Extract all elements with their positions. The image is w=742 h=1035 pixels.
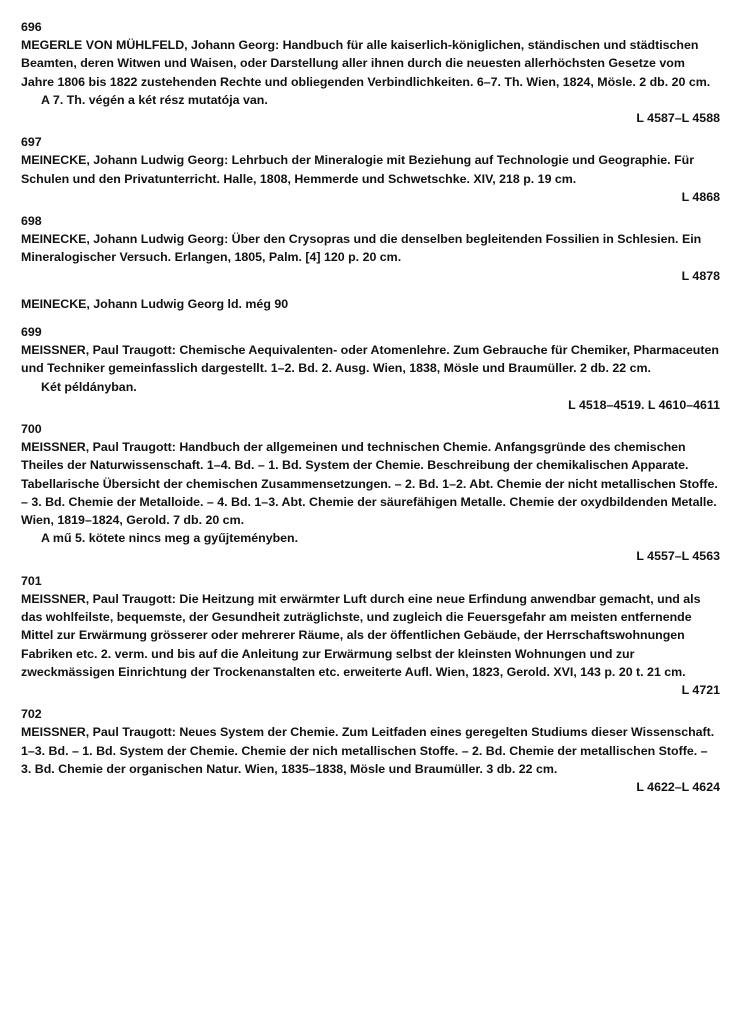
entry-number: 698 [21, 214, 42, 229]
entry-number: 696 [21, 20, 42, 34]
entry-signature: L 4868 [681, 189, 720, 204]
entry-698 [21, 212, 720, 285]
entry-signature: L 4518–4519. L 4610–4611 [568, 397, 720, 412]
cross-reference: MEINECKE, Johann Ludwig Georg ld. még 90 [21, 296, 289, 311]
entry-number: 699 [21, 325, 42, 340]
entry-number: 697 [21, 135, 42, 150]
entry-text: MEISSNER, Paul Traugott: Chemische Aequivalenten- oder Atomenlehre. Zum Gebrauche für Chemiker, Pharmaceuten und Techniker gemeinfasslich dargestellt. 1–2. Bd. 2. Ausg. Wien, 1838, Mösle und Braumüller. 2 db. 22 cm. [21, 343, 719, 376]
entry-text: MEISSNER, Paul Traugott: Handbuch der allgemeinen und technischen Chemie. Anfangsgründe des chemischen Theiles der Naturwissenschaft. 1–4. Bd. – 1. Bd. System der Chemie. Beschreibung der chemikalischen Apparate. Tabellarische Übersicht der chemischen Zusammensetzungen. – 2. Bd. 1–2. Abt. Chemie der nicht metallischen Stoffe. – 3. Bd. Chemie der Metalloide. – 4. Bd. 1–3. Abt. Chemie der säurefähigen Metalle. Chemie der oxydbildenden Metalle. Wien, 1819–1824, Gerold. 7 db. 20 cm. [21, 440, 718, 528]
entry-text: MEINECKE, Johann Ludwig Georg: Lehrbuch der Mineralogie mit Beziehung auf Technologie und Geographie. Für Schulen und den Privatunterricht. Halle, 1808, Hemmerde und Schwetschke. XIV, 218 p. 19 cm. [21, 153, 695, 186]
entry-text: MEISSNER, Paul Traugott: Die Heitzung mit erwärmter Luft durch eine neue Erfindung anwendbar gemacht, und als das wohlfeilste, bequemste, der Gesundheit zuträglichste, und zugleich die Feuersgefahr am meisten entfernende Mittel zur Erwärmung grösserer oder mehrerer Räume, als der öffentlichen Gebäude, der Herrschaftswohnungen Fabriken etc. 2. verm. und bis auf die Anleitung zur Erwärmung selbst der kleinsten Wohnungen und zur zweckmässigen Einrichtung der Trockenanstalten etc. erweiterte Aufl. Wien, 1823, Gerold. XVI, 143 p. 20 t. 21 cm. [21, 591, 701, 679]
entry-701 [21, 572, 720, 699]
entry-note: Két példányban. [41, 379, 137, 394]
entry-696 [21, 18, 720, 127]
entry-signature: L 4587–L 4588 [636, 111, 720, 126]
entry-number: 700 [21, 422, 42, 437]
entry-signature: L 4721 [681, 682, 720, 697]
entry-702 [21, 705, 720, 796]
entry-697 [21, 133, 720, 206]
entry-number: 702 [21, 707, 42, 722]
entry-signature: L 4557–L 4563 [636, 549, 720, 564]
entry-note: A 7. Th. végén a két rész mutatója van. [41, 92, 268, 107]
entry-699 [21, 323, 720, 414]
entry-signature: L 4622–L 4624 [636, 779, 720, 794]
entry-note: A mű 5. kötete nincs meg a gyűjteményben. [41, 531, 299, 546]
entry-text: MEISSNER, Paul Traugott: Neues System der Chemie. Zum Leitfaden eines geregelten Studiums dieser Wissenschaft. 1–3. Bd. – 1. Bd. System der Chemie. Chemie der nich metallischen Stoffe. – 2. Bd. Chemie der metallischen Stoffe. – 3. Bd. Chemie der organischen Natur. Wien, 1835–1838, Mösle und Braumüller. 3 db. 22 cm. [21, 725, 715, 776]
entry-signature: L 4878 [681, 268, 720, 283]
entry-number: 701 [21, 573, 42, 588]
entry-700 [21, 420, 720, 566]
entry-text: MEINECKE, Johann Ludwig Georg: Über den Crysopras und die denselben begleitenden Fossilien in Schlesien. Ein Mineralogischer Versuch. Erlangen, 1805, Palm. [4] 120 p. 20 cm. [21, 232, 702, 265]
entry-text: MEGERLE VON MÜHLFELD, Johann Georg: Handbuch für alle kaiserlich-königlichen, ständischen und städtischen Beamten, deren Witwen und Waisen, oder Darstellung aller ihnen durch die neuesten allerhöchsten Gesetze vom Jahre 1806 bis 1822 zustehenden Rechte und obliegenden Verbindlichkeiten. 6–7. Th. Wien, 1824, Mösle. 2 db. 20 cm. [21, 38, 711, 89]
